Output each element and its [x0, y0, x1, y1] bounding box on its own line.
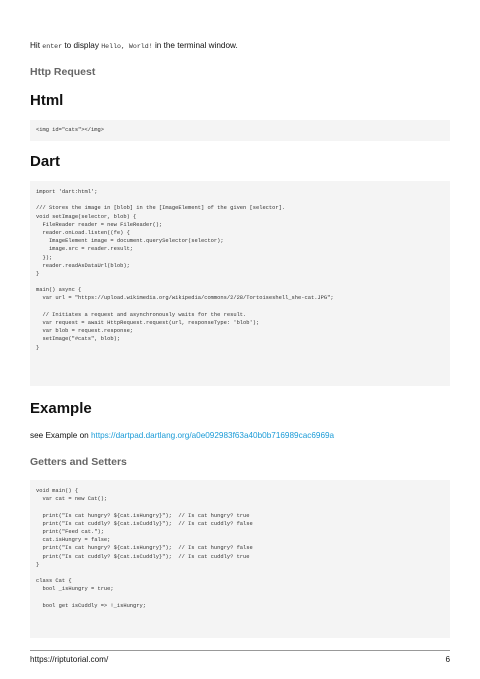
intro-post: in the terminal window. [152, 41, 238, 50]
code-line: setImage("#cats", blob); [36, 336, 121, 343]
example-paragraph [30, 431, 334, 440]
code-line: bool get isCuddly => !_isHungry; [36, 602, 146, 609]
code-line [36, 503, 444, 511]
code-line: // Initiates a request and asynchronously waits for the result. [36, 311, 247, 318]
http-request-heading: Http Request [30, 66, 96, 78]
intro-mid: to display [62, 41, 102, 50]
code-line: <img id="cats"></img> [36, 127, 104, 133]
code-line: cat.isHungry = false; [36, 537, 111, 544]
code-line: var url = "https://upload.wikimedia.org/wikipedia/commons/2/28/Tortoiseshell_she-cat.JPG"; [36, 295, 334, 302]
code-line: }); [36, 254, 53, 261]
code-line: /// Stores the image in [blob] in the [ImageElement] of the given [selector]. [36, 205, 286, 212]
code-line: print("Is cat hungry? ${cat.isHungry}"); // Is cat hungry? true [36, 512, 250, 519]
footer-divider [30, 650, 450, 651]
page-number: 6 [445, 655, 450, 664]
code-line: var cat = new Cat(); [36, 496, 108, 503]
code-line: } [36, 344, 40, 351]
code-line: print("Is cat cuddly? ${cat.isCuddly}"); // Is cat cuddly? true [36, 553, 250, 560]
code-line: reader.onLoad.listen((fe) { [36, 229, 130, 236]
code-line: } [36, 270, 40, 277]
code-line: FileReader reader = new FileReader(); [36, 221, 163, 228]
footer-url: https://riptutorial.com/ [30, 655, 109, 664]
code-line: class Cat { [36, 578, 72, 585]
intro-paragraph [30, 40, 238, 52]
code-line [36, 303, 444, 311]
intro-output-code: Hello, World! [101, 43, 153, 50]
intro-pre: Hit [30, 41, 43, 50]
code-line [36, 196, 444, 204]
code-line [36, 278, 444, 286]
dartpad-example-link[interactable]: https://dartpad.dartlang.org/a0e092983f63a40b0b716989cac6969a [91, 431, 335, 440]
code-line: import 'dart:html'; [36, 189, 98, 195]
code-line: print("Feed cat."); [36, 528, 104, 535]
code-line [36, 593, 444, 601]
code-line: print("Is cat hungry? ${cat.isHungry}"); // Is cat hungry? false [36, 545, 253, 552]
example-heading: Example [30, 400, 92, 417]
example-text: see Example on [30, 431, 91, 440]
getters-setters-heading: Getters and Setters [30, 456, 127, 468]
code-line: ImageElement image = document.querySelector(selector); [36, 238, 224, 245]
code-line: main() async { [36, 287, 82, 294]
code-line: reader.readAsDataUrl(blob); [36, 262, 130, 269]
getters-setters-code-block [30, 480, 450, 638]
code-line: void setImage(selector, blob) { [36, 213, 137, 220]
intro-key-code: enter [42, 43, 63, 50]
dart-heading: Dart [30, 153, 61, 170]
code-line: var blob = request.response; [36, 328, 134, 335]
html-code-block [30, 120, 450, 141]
html-heading: Html [30, 92, 64, 109]
code-line [36, 569, 444, 577]
code-line: image.src = reader.result; [36, 246, 134, 253]
dart-code-block [30, 181, 450, 386]
code-line: var request = await HttpRequest.request(url, responseType: 'blob'); [36, 320, 260, 326]
code-line: print("Is cat cuddly? ${cat.isCuddly}"); // Is cat cuddly? false [36, 520, 253, 527]
code-line: } [36, 561, 40, 568]
code-line: void main() { [36, 488, 79, 494]
code-line: bool _isHungry = true; [36, 586, 114, 593]
